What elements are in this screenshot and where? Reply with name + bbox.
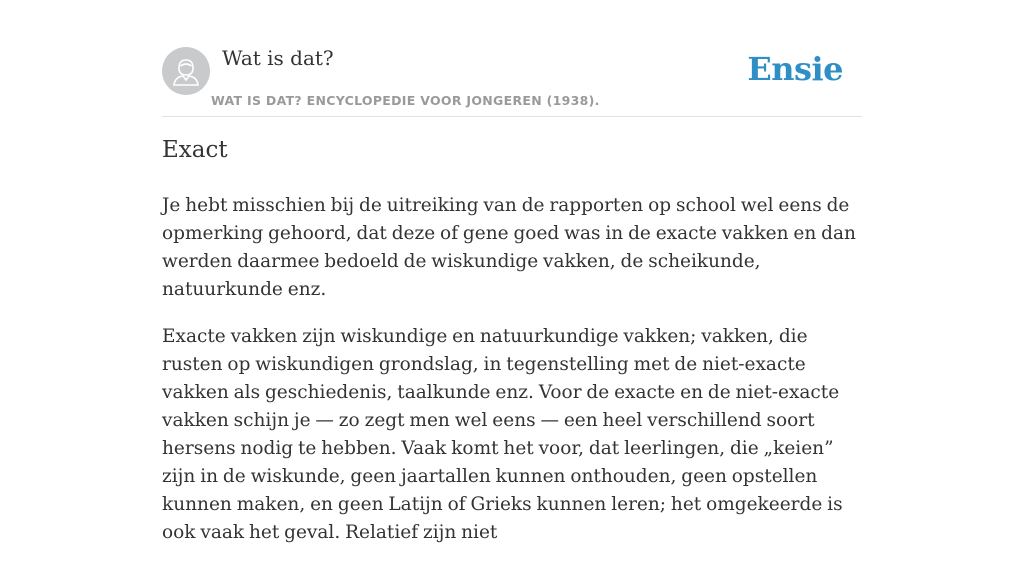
article-title: Exact: [162, 137, 228, 163]
user-avatar-icon[interactable]: [162, 47, 210, 95]
source-subtitle: WAT IS DAT? ENCYCLOPEDIE VOOR JONGEREN (1938).: [211, 93, 600, 108]
ensie-logo-link[interactable]: Ensie: [747, 50, 843, 88]
article-paragraph-1: Je hebt misschien bij de uitreiking van de rapporten op school wel eens de opmerking gehoord, dat deze of gene goed was in de exacte vakken en dan werden daarmee bedoeld de wiskundige vakken, de scheikunde, natuurkunde enz.: [162, 195, 856, 300]
source-title-link[interactable]: Wat is dat?: [222, 46, 334, 70]
article-body: [162, 192, 867, 566]
article-paragraph-2: Exacte vakken zijn wiskundige en natuurkundige vakken; vakken, die rusten op wiskundigen grondslag, in tegenstelling met de niet-exacte vakken als geschiedenis, taalkunde enz. Voor de exacte en de niet-exacte vakken schijn je — zo zegt men wel eens — een heel verschillend soort hersens nodig te hebben. Vaak komt het voor, dat leerlingen, die „keien” zijn in de wiskunde, geen jaartallen kunnen onthouden, geen opstellen kunnen maken, en geen Latijn of Grieks kunnen leren; het omgekeerde is ook vaak het geval. Relatief zijn niet: [162, 326, 843, 543]
source-header: [162, 44, 862, 117]
